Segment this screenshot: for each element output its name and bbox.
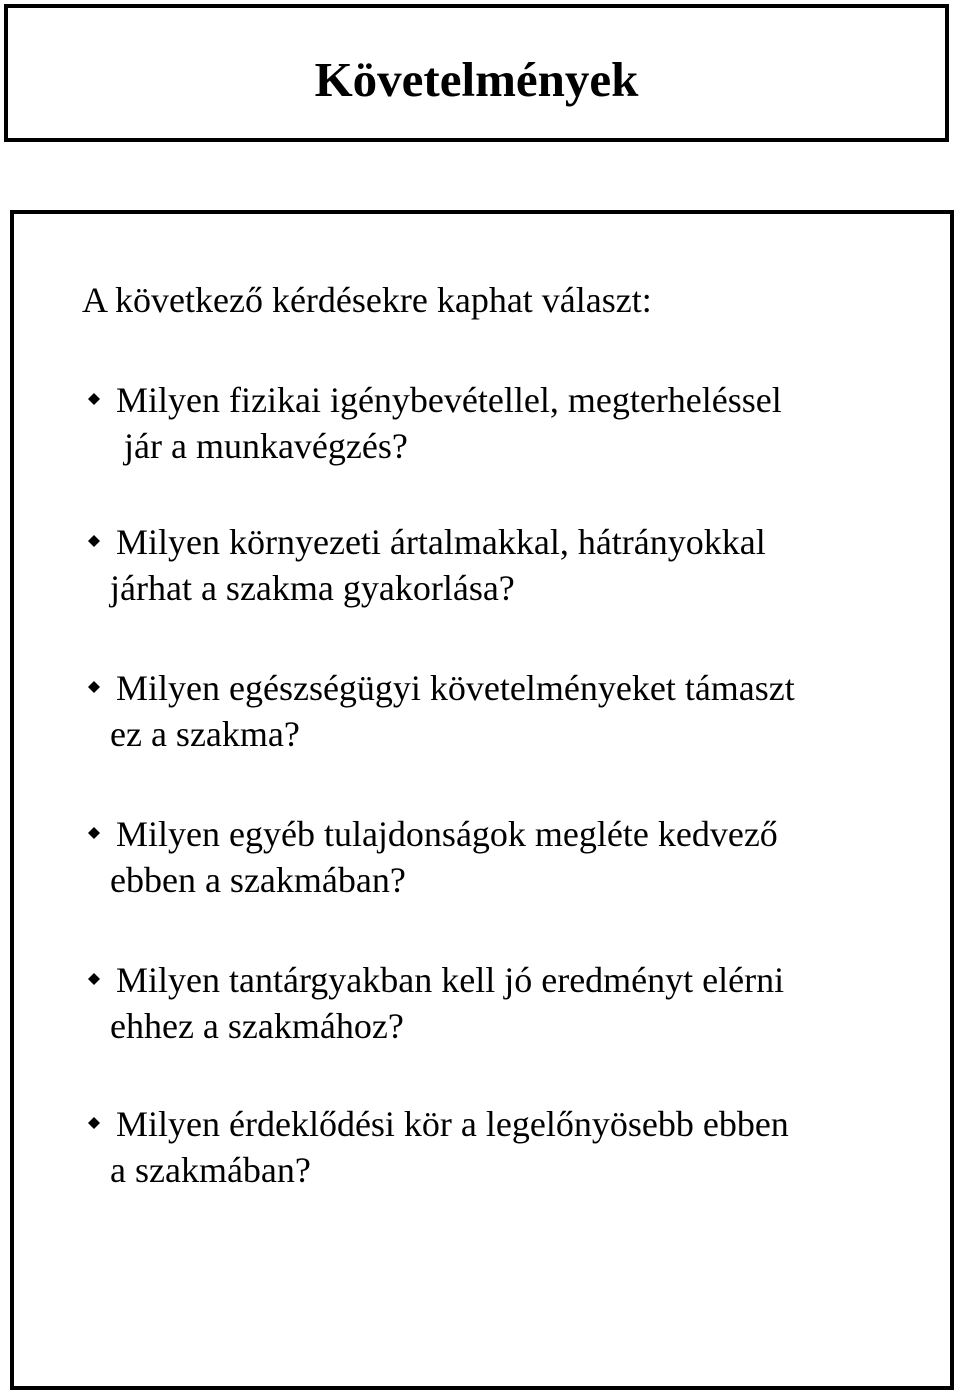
diamond-bullet-icon [88,681,100,693]
question-line-1: Milyen fizikai igénybevétellel, megterheléssel [116,380,782,420]
intro-text: A következő kérdésekre kaphat választ: [82,280,652,320]
diamond-bullet-icon [88,973,100,985]
question-line-1: Milyen egészségügyi követelményeket támaszt [116,668,795,708]
content-box [10,210,954,1390]
question-line-1: Milyen tantárgyakban kell jó eredményt elérni [116,960,785,1000]
question-line-2: ez a szakma? [110,714,300,754]
question-line-2: a szakmában? [110,1150,311,1190]
diamond-bullet-icon [88,827,100,839]
question-line-2: ehhez a szakmához? [110,1006,404,1046]
question-line-1: Milyen érdeklődési kör a legelőnyösebb ebben [116,1104,789,1144]
diamond-bullet-icon [88,535,100,547]
question-line-2: járhat a szakma gyakorlása? [110,568,515,608]
question-line-2: jár a munkavégzés? [124,426,408,466]
title-box [4,4,949,142]
diamond-bullet-icon [88,1117,100,1129]
question-line-1: Milyen környezeti ártalmakkal, hátrányokkal [116,522,766,562]
question-line-2: ebben a szakmában? [110,860,406,900]
question-line-1: Milyen egyéb tulajdonságok megléte kedvező [116,814,778,854]
page-title: Követelmények [314,52,639,107]
diamond-bullet-icon [88,393,100,405]
